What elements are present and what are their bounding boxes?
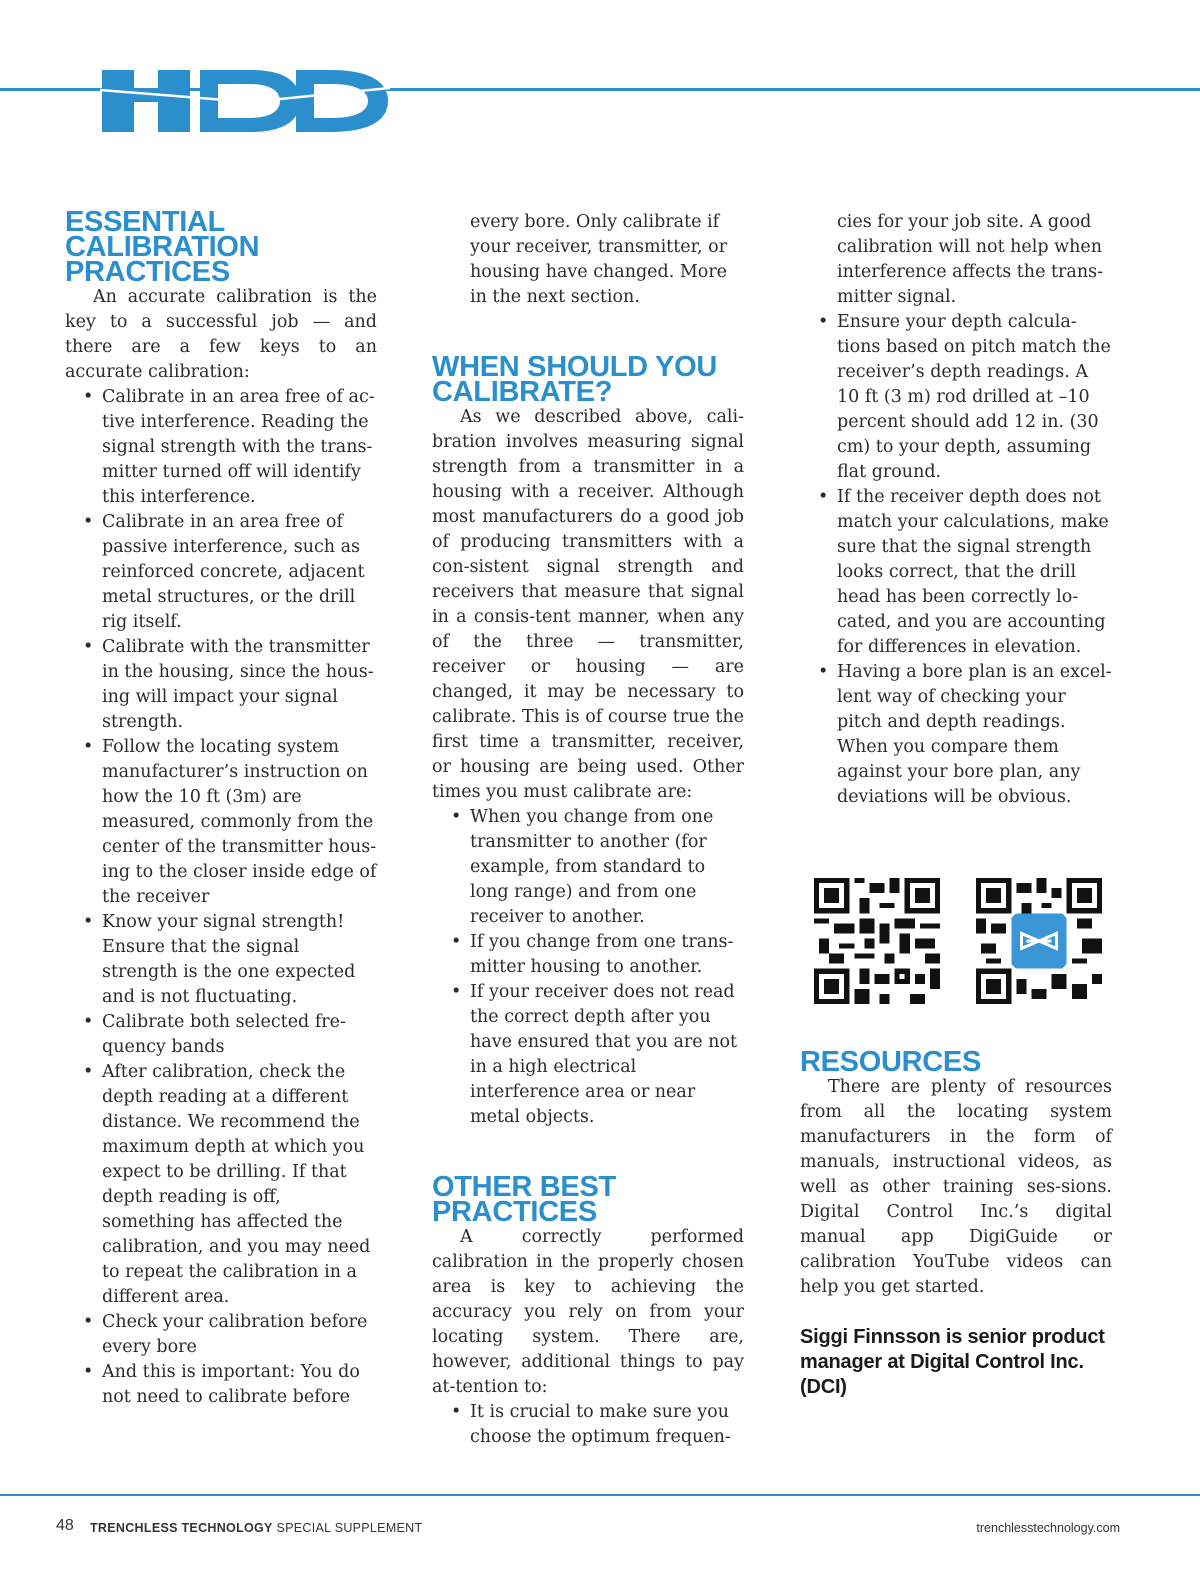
column-2	[432, 210, 744, 1450]
list-item: • It is crucial to make sure you choose the optimum frequen-	[432, 1400, 744, 1450]
qr-codes	[814, 878, 1104, 1004]
hdd-logo	[100, 68, 390, 134]
other-list	[432, 1400, 744, 1450]
list-item: • Ensure your depth calcula-tions based on pitch match the receiver’s depth readings. A 10 ft (3 m) rod drilled at –10 percent should add 12 in. (30 cm) to your depth, assuming flat ground.	[800, 310, 1112, 485]
publication-name: TRENCHLESS TECHNOLOGY SPECIAL SUPPLEMENT	[90, 1521, 423, 1535]
list-item: • If the receiver depth does not match your calculations, make sure that the signal strength looks correct, that the drill head has been correctly lo-cated, and you are accounting for differences in elevation.	[800, 485, 1112, 660]
list-item: • Calibrate in an area free of ac-tive interference. Reading the signal strength with the trans-mitter turned off will identify this interference.	[65, 385, 377, 510]
resources-section	[800, 1046, 1112, 1400]
list-item: • Know your signal strength! Ensure that the signal strength is the one expected and is not fluctuating.	[65, 910, 377, 1010]
website-link[interactable]: trenchlesstechnology.com	[976, 1521, 1120, 1535]
list-item: • And this is important: You do not need to calibrate before	[65, 1360, 377, 1410]
qr-code-icon[interactable]	[814, 878, 940, 1004]
list-item: • Calibrate both selected fre-quency bands	[65, 1010, 377, 1060]
column-1	[65, 206, 377, 1410]
list-item: • If you change from one trans-mitter housing to another.	[432, 930, 744, 980]
continuation-paragraph: every bore. Only calibrate if your receiver, transmitter, or housing have changed. More in the next section.	[470, 212, 728, 307]
bottom-rule	[0, 1494, 1200, 1496]
heading-other-best-practices: OTHER BEST PRACTICES	[432, 1171, 616, 1228]
list-item: • When you change from one transmitter to another (for example, from standard to long range) and from one receiver to another.	[432, 805, 744, 930]
list-item: • If your receiver does not read the correct depth after you have ensured that you are not in a high electrical interference area or near metal objects.	[432, 980, 744, 1130]
list-item: • After calibration, check the depth reading at a different distance. We recommend the maximum depth at which you expect to be drilling. If that depth reading is off, something has affected the calibration, and you may need to repeat the calibration in a different area.	[65, 1060, 377, 1310]
other-paragraph: A correctly performed calibration in the properly chosen area is key to achieving the accuracy you rely on from your locating system. There are, however, additional things to pay at-tention to:	[432, 1227, 744, 1397]
continuation-paragraph: cies for your job site. A good calibration will not help when interference affects the trans-mitter signal.	[837, 212, 1103, 307]
list-item: • Calibrate in an area free of passive interference, such as reinforced concrete, adjacent metal structures, or the drill rig itself.	[65, 510, 377, 635]
author-bio: Siggi Finnsson is senior product manager at Digital Control Inc. (DCI)	[800, 1326, 1105, 1398]
heading-resources: RESOURCES	[800, 1046, 981, 1078]
heading-essential-calibration: ESSENTIAL CALIBRATION PRACTICES	[65, 206, 260, 288]
page-number: 48	[56, 1517, 74, 1534]
column-3	[800, 210, 1112, 810]
intro-paragraph: An accurate calibration is the key to a successful job — and there are a few keys to an accurate calibration:	[65, 287, 377, 382]
calibration-list	[65, 385, 377, 1410]
list-item: • Calibrate with the transmitter in the housing, since the hous-ing will impact your signal strength.	[65, 635, 377, 735]
resources-paragraph: There are plenty of resources from all the locating system manufacturers in the form of manuals, instructional videos, as well as other training ses-sions. Digital Control Inc.’s digital manual app DigiGuide or calibration YouTube videos can help you get started.	[800, 1077, 1112, 1297]
qr-code-app-icon[interactable]	[976, 878, 1102, 1004]
when-paragraph: As we described above, cali-bration involves measuring signal strength from a transmitter in a housing with a receiver. Although most manufacturers do a good job of producing transmitters with a con-sistent signal strength and receivers that measure that signal in a consis-tent manner, when any of the three — transmitter, receiver or housing — are changed, it may be necessary to calibrate. This is of course true the first time a transmitter, receiver, or housing are being used. Other times you must calibrate are:	[432, 407, 744, 802]
list-item: • Follow the locating system manufacturer’s instruction on how the 10 ft (3m) are measured, commonly from the center of the transmitter hous-ing to the closer inside edge of the receiver	[65, 735, 377, 910]
depth-list	[800, 310, 1112, 810]
list-item: • Having a bore plan is an excel-lent way of checking your pitch and depth readings. When you compare them against your bore plan, any deviations will be obvious.	[800, 660, 1112, 810]
heading-when-should-you-calibrate: WHEN SHOULD YOU CALIBRATE?	[432, 351, 717, 408]
list-item: • Check your calibration before every bore	[65, 1310, 377, 1360]
when-list	[432, 805, 744, 1130]
